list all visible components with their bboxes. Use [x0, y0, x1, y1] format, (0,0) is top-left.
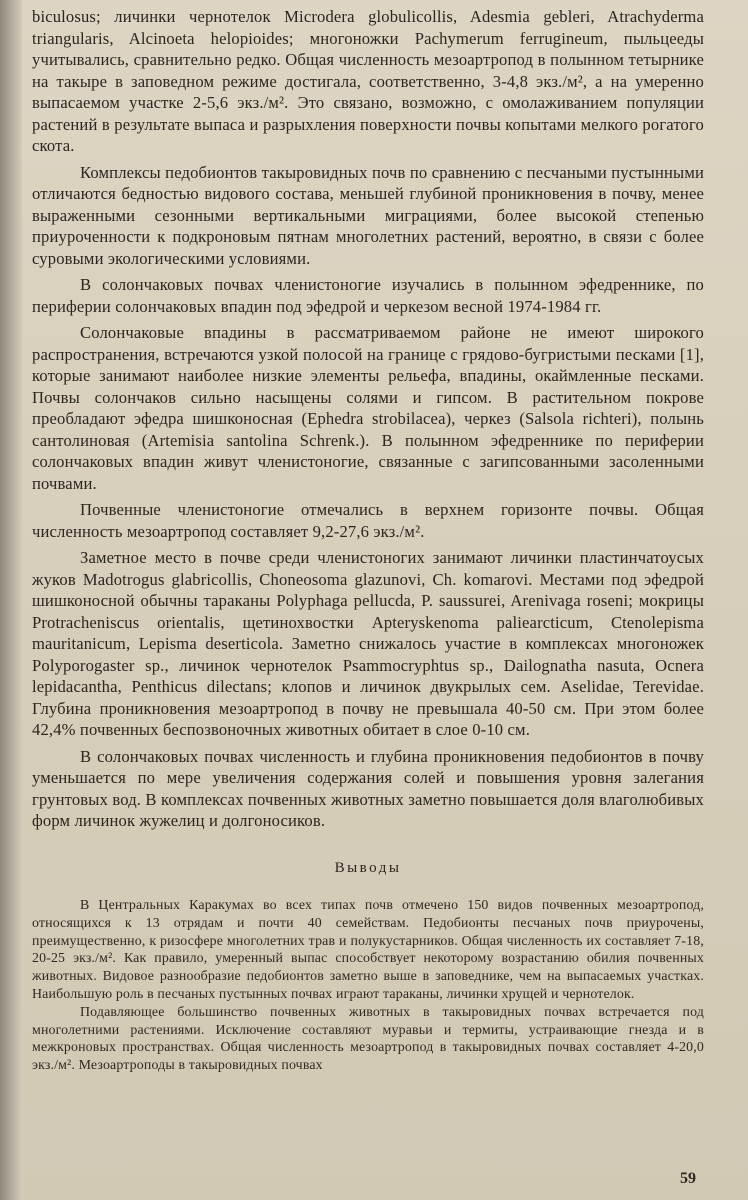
- paragraph-6: Заметное место в почве среди членистоногих занимают личинки пластинчатоусых жуков Madotrogus glabricollis, Choneosoma glazunovi, Ch. komarovi. Местами под эфедрой шишконосной обычны тараканы Polyphaga pellucda, P. saussurei, Arenivaga roseni; мокрицы Protracheniscus orientalis, щетинохвостки Apteryskenoma paliearcticum, Ctenolepisma mauritanicum, Lepisma deserticola. Заметно снижалось участие в комплексах многоножек Polyporogaster sp., личинок чернотелок Psammocryphtus sp., Dailognatha nasuta, Ocnera lepidacantha, Penthicus dilectans; клопов и личинок двукрылых сем. Aselidae, Terevidae. Глубина проникновения мезоартропод в почву не превышала 40-50 см. При этом более 42,4% почвенных беспозвоночных животных обитает в слое 0-10 см.: [32, 548, 704, 739]
- conclusion-2: Подавляющее большинство почвенных животных в такыровидных почвах встречается под многолетними растениями. Исключение составляют муравьи и термиты, устраивающие гнезда и в межкроновых пространствах. Общая численность мезоартропод в такыровидных почвах составляет 4-20,0 экз./м². Мезоартроподы в такыровидных почвах: [32, 1004, 704, 1074]
- binding-gutter: [0, 0, 22, 1200]
- page-number: 59: [680, 1170, 696, 1187]
- conclusion-1: В Центральных Каракумах во всех типах почв отмечено 150 видов почвенных мезоартропод, относящихся к 13 отрядам и почти 40 семействам. Педобионты песчаных почв приурочены, преимущественно, к ризосфере многолетних трав и полукустарников. Общая численность их составляет 7-18, 20-25 экз./м². Как правило, умеренный выпас способствует некоторому возрастанию обилия почвенных животных. Видовое разнообразие педобионтов заметно выше в заповеднике, чем на выпасаемых участках. Наибольшую роль в песчаных пустынных почвах играют тараканы, личинки хрущей и чернотелок.: [32, 898, 704, 1002]
- paragraph-1: biculosus; личинки чернотелок Microdera globulicollis, Adesmia gebleri, Atrachyderma triangularis, Alcinoeta helopioides; многоножки Pachymerum ferrugineum, пыльцееды учитывались, сравнительно редко. Общая численность мезоартропод в полынном тетырнике на такыре в заповедном режиме достигала, соответственно, 3-4,8 экз./м², а на умеренно выпасаемом участке 2-5,6 экз./м². Это связано, возможно, с омолаживанием популяции растений в результате выпаса и разрыхления поверхности почвы копытами мелкого рогатого скота.: [32, 7, 704, 155]
- paragraph-5: Почвенные членистоногие отмечались в верхнем горизонте почвы. Общая численность мезоартропод составляет 9,2-27,6 экз./м².: [32, 500, 704, 541]
- conclusions: [32, 897, 704, 1075]
- section-heading: Выводы: [334, 859, 402, 876]
- paragraph-2: Комплексы педобионтов такыровидных почв по сравнению с песчаными пустынными отличаются бедностью видового состава, меньшей глубиной проникновения в почву, менее выраженными сезонными вертикальными миграциями, более высокой степенью приуроченности к подкроновым пятнам многолетних растений, вероятно, в связи с более суровыми экологическими условиями.: [32, 162, 704, 268]
- body-text: [32, 6, 704, 1075]
- paragraph-7: В солончаковых почвах численность и глубина проникновения педобионтов в почву уменьшается по мере увеличения содержания солей и повышения уровня залегания грунтовых вод. В комплексах почвенных животных заметно повышается доля влаголюбивых форм личинок жужелиц и долгоносиков.: [32, 746, 704, 830]
- paragraph-4: Солончаковые впадины в рассматриваемом районе не имеют широкого распространения, встречаются узкой полосой на границе с грядово-бугристыми песками [1], которые занимают наиболее низкие элементы рельефа, впадины, окаймленные песками. Почвы солончаков сильно насыщены солями и гипсом. В растительном покрове преобладают эфедра шишконосная (Ephedra strobilacea), черкез (Salsola richteri), полынь сантолиновая (Artemisia santolina Schrenk.). В полынном эфедреннике по периферии солончаковых впадин живут членистоногие, связанные с загипсованными засоленными почвами.: [32, 323, 704, 493]
- paragraph-3: В солончаковых почвах членистоногие изучались в полынном эфедреннике, по периферии солончаковых впадин под эфедрой и черкезом весной 1974-1984 гг.: [32, 275, 704, 316]
